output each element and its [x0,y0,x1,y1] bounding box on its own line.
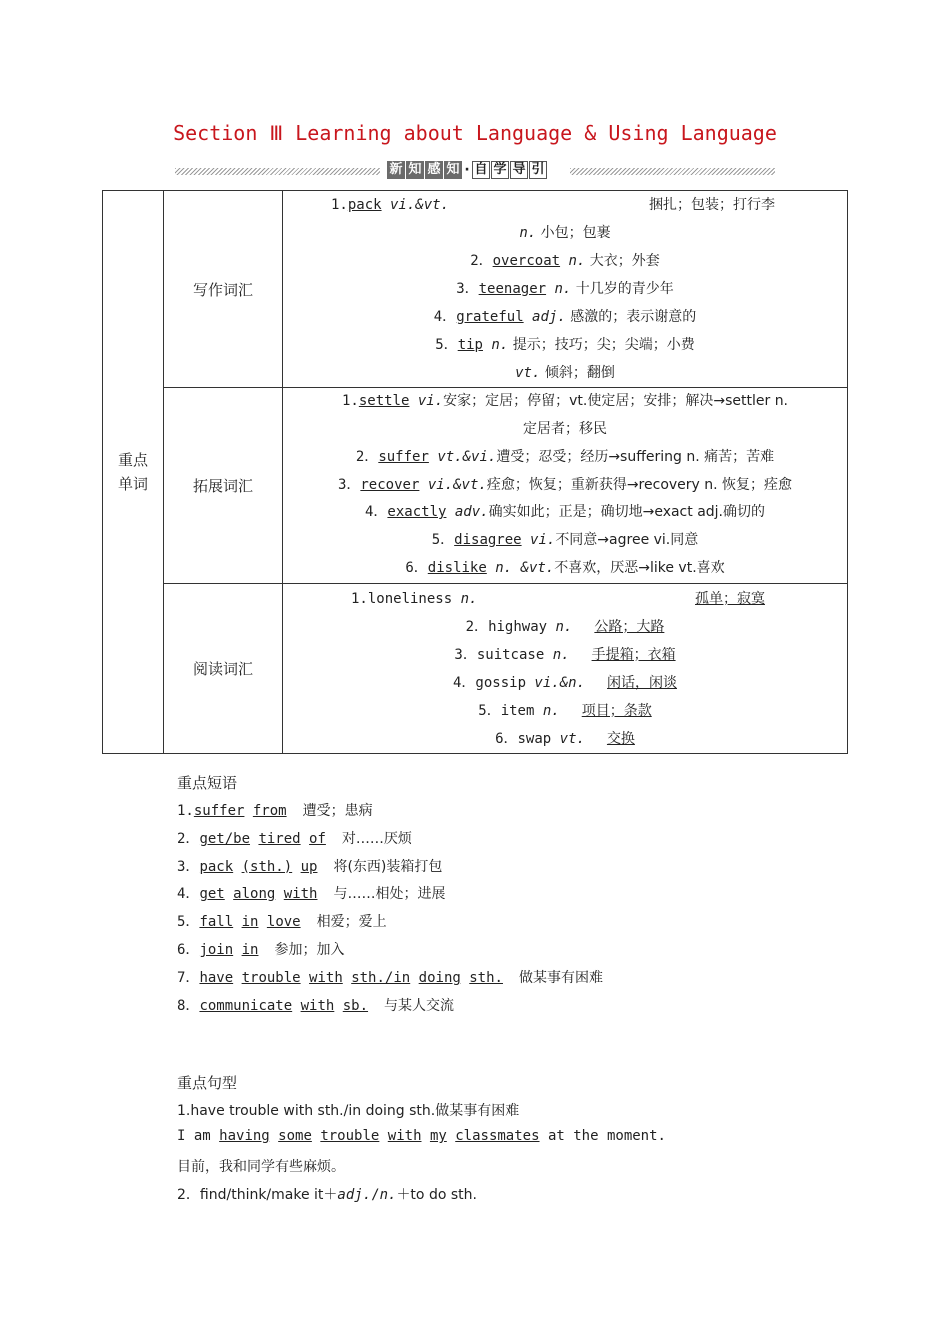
phrase-word: doing [418,969,461,986]
meaning: 项目；条款 [581,702,652,719]
part-of-speech: n. [534,702,560,719]
line-number: 5． [435,337,458,353]
phrase-number: 4． [177,886,200,903]
phrase-word: sb. [342,997,369,1014]
banner-char: 感 [425,161,443,179]
line-number: 3． [454,646,477,663]
line-number: 6． [405,559,428,576]
section-name-reading: 阅读词汇 [164,584,283,754]
meaning: 感激的；表示谢意的 [565,309,697,325]
phrase-word: of [309,830,326,847]
phrase-item [177,939,344,959]
vocab-word: pack [347,197,382,213]
phrase-word: tired [258,830,301,847]
part-of-speech: n. [482,337,509,353]
section-banner [175,161,775,183]
phrase-number: 7． [177,969,200,986]
example-word: classmates [455,1128,540,1144]
phrase-word: with [309,969,343,986]
vocab-table [102,190,848,754]
phrase-word: sth./in [351,969,411,986]
vocab-word: exactly [387,504,447,521]
vocab-word: recover [360,476,420,493]
part-of-speech: n. [560,253,586,269]
part-of-speech: adj. [523,309,566,325]
vocab-word: loneliness [367,590,453,607]
section-name-writing: 写作词汇 [164,191,283,388]
page-title: Section Ⅲ Learning about Language & Using Language [173,121,777,145]
banner-badge [387,161,547,179]
banner-char: 新 [387,161,405,179]
part-of-speech: n. [547,618,573,635]
line-number: 6． [495,730,518,747]
vocab-line [283,388,847,416]
meaning: 不喜欢，厌恶→like vt.喜欢 [554,559,725,576]
banner-char: 引 [529,161,547,179]
part-of-speech: n. [546,281,572,297]
part-of-speech: vi. [409,393,444,410]
meaning: 孤单；寂寞 [695,590,765,607]
meaning: 大衣；外套 [585,253,660,269]
vocab-line [283,641,847,669]
phrases-heading: 重点短语 [177,774,238,792]
vocab-line [283,613,847,641]
example-word: having [219,1128,270,1144]
part-of-speech: vi.&n. [526,674,586,691]
phrase-item [177,883,445,903]
sentence-1-example: I am having some trouble with my classmates at the moment. [177,1128,666,1144]
vocab-word: disagree [454,532,522,549]
part-of-speech: n. [544,646,570,663]
meaning: 安家；定居；停留；vt.使定居；安排；解决→settler n. [443,393,789,410]
vocab-word: teenager [478,281,547,297]
section-lines-writing [283,191,848,388]
phrase-number: 1. [177,803,194,819]
phrase-meaning: 相爱；爱上 [316,914,387,931]
line-number: 1. [341,393,359,410]
meaning: 遭受；忍受；经历→suffering n. 痛苦；苦难 [496,448,775,465]
banner-char: 知 [444,161,462,179]
phrase-word: get/be [199,830,251,847]
line-number: 4． [452,674,476,691]
meaning: 确实如此；正是；确切地→exact adj.确切的 [488,504,765,521]
line-number: 1. [351,590,368,607]
meaning: 十几岁的青少年 [571,281,674,297]
phrase-number: 2． [177,830,200,847]
banner-char: 导 [510,161,528,179]
meaning: 痊愈；恢复；重新获得→recovery n. 恢复；痊愈 [486,476,793,493]
line-number: 2． [355,448,379,465]
vocab-word: settle [358,393,410,410]
line-number: 4． [433,309,457,325]
phrase-item [177,995,454,1015]
part-of-speech: adv. [446,504,489,521]
phrase-number: 6． [177,942,200,958]
example-word: with [387,1128,422,1144]
line-number: 3． [337,476,361,493]
meaning: 手提箱；衣箱 [591,646,676,663]
meaning: 不同意→agree vi.同意 [555,532,699,549]
part-of-speech: vt. [551,730,585,747]
meaning: 交换 [606,730,635,747]
phrase-word: along [233,886,276,903]
phrase-word: with [300,997,335,1014]
phrase-word: trouble [241,969,301,986]
phrase-meaning: 与……相处；进展 [333,886,446,903]
part-of-speech: n. &vt. [486,559,555,576]
vocab-line [283,191,847,219]
vocab-line [283,444,847,472]
phrase-word: from [252,803,287,819]
part-of-speech: n. [519,225,537,241]
vocab-word: tip [457,337,483,353]
phrase-word: in [241,914,259,931]
banner-dot: · [464,162,470,178]
phrase-word: fall [199,914,234,931]
phrase-word: get [199,886,225,903]
phrase-word: communicate [199,997,293,1014]
phrase-number: 5． [177,914,200,931]
banner-char: 学 [491,161,509,179]
vocab-word: highway [488,618,548,635]
phrase-meaning: 遭受；患病 [302,803,373,819]
part-of-speech: vi.&vt. [419,476,487,493]
meaning: 小包；包裹 [536,225,611,241]
phrase-word: (sth.) [241,858,293,875]
meaning: 提示；技巧；尖；尖端；小费 [508,337,695,353]
phrase-word: up [300,858,318,875]
meaning: 捆扎；包装；打行李 [649,197,775,213]
vocab-line [283,472,847,500]
phrase-item [177,856,442,876]
line-number: 5． [431,532,455,549]
vocab-line [283,359,847,387]
sentence-1: 1.have trouble with sth./in doing sth.做某事有困难 [177,1103,520,1119]
phrase-item [177,800,373,820]
sentences-heading: 重点句型 [177,1074,238,1092]
banner-char: 知 [406,161,424,179]
example-word: my [429,1128,447,1144]
vocab-line [283,331,847,359]
vocab-word: item [500,702,535,719]
banner-char: 自 [472,161,490,179]
vocab-line [283,669,847,697]
line-number: 2． [470,253,493,269]
phrase-number: 8． [177,997,200,1014]
phrase-word: in [241,942,259,958]
phrase-meaning: 将(东西)装箱打包 [333,858,443,875]
part-of-speech: vt. [515,365,541,381]
phrase-word: join [199,942,234,958]
phrase-meaning: 对……厌烦 [341,830,412,847]
vocab-line [283,585,847,613]
phrase-word: sth. [469,969,503,986]
phrase-item [177,828,412,848]
vocab-word: grateful [456,309,524,325]
part-of-speech: vi.&vt. [381,197,450,213]
example-word: some [278,1128,312,1144]
line-number: 1. [331,197,348,213]
meaning: 定居者；移民 [523,421,607,437]
meaning: 公路；大路 [594,618,665,635]
sentence-1-translation: 目前，我和同学有些麻烦。 [177,1159,345,1175]
vocab-word: overcoat [492,253,561,269]
vocab-line [283,303,847,331]
phrase-meaning: 参加；加入 [274,942,345,958]
phrase-word: have [199,969,234,986]
vocab-word: gossip [475,674,526,691]
phrase-meaning: 做某事有困难 [518,969,603,986]
phrase-word: pack [199,858,234,875]
phrase-word: suffer [193,803,245,819]
banner-hatch-left [175,168,380,175]
vocab-line [283,725,847,753]
sentence-2: 2．find/think/make it＋adj./n.＋to do sth. [177,1187,477,1203]
banner-hatch-right [570,168,775,175]
line-number: 3． [456,281,479,297]
line-number: 2． [465,618,489,635]
meaning: 闲话，闲谈 [607,674,678,691]
vocab-word: suffer [378,448,429,465]
phrase-item [177,967,603,987]
line-number: 4． [364,504,388,521]
vocab-line [283,275,847,303]
section-name-expand: 拓展词汇 [164,388,283,584]
phrase-word: love [266,914,301,931]
category-cell [103,191,164,754]
vocab-line [283,416,847,444]
vocab-word: suitcase [476,646,545,663]
example-word: trouble [320,1128,380,1144]
part-of-speech: vi. [521,532,556,549]
phrase-word: with [283,886,318,903]
vocab-word: dislike [427,559,487,576]
vocab-line [283,499,847,527]
line-number: 5． [478,702,501,719]
meaning: 倾斜；翻倒 [540,365,615,381]
vocab-line [283,219,847,247]
part-of-speech: n. [452,590,478,607]
vocab-word: swap [517,730,552,747]
vocab-line [283,555,847,583]
vocab-line [283,527,847,555]
vocab-line [283,697,847,725]
part-of-speech: vt.&vi. [428,448,497,465]
category-label: 重点单词 [117,451,148,493]
section-lines-reading [283,584,848,754]
section-lines-expand [283,388,848,584]
phrase-item [177,911,387,931]
vocab-line [283,247,847,275]
phrase-meaning: 与某人交流 [384,997,455,1014]
phrase-number: 3． [177,858,200,875]
